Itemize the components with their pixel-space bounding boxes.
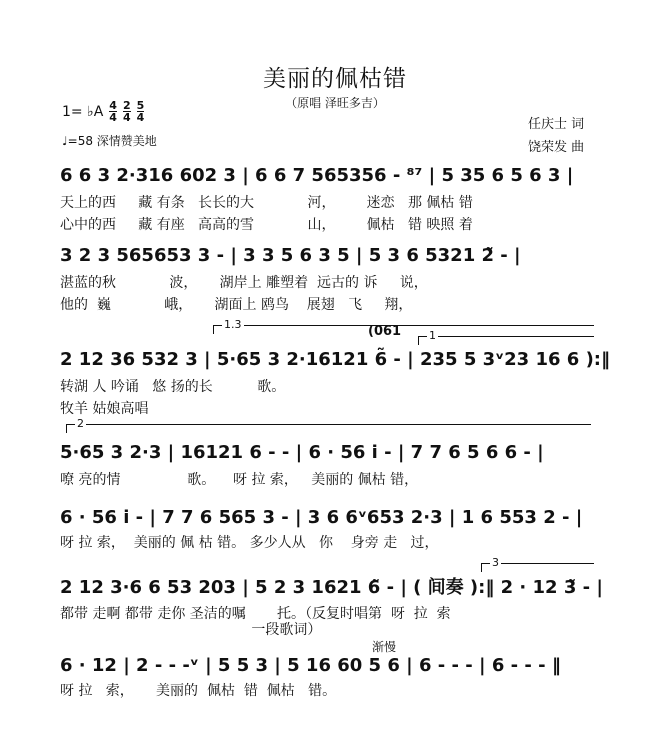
notation-line: 6 · 56 i - | 7 7 6 565 3 - | 3 6 6ᵛ653 2·3 | 1 6 553 2 - | bbox=[60, 507, 583, 528]
time-signature-2: $\frac{2}{4}$ bbox=[122, 99, 131, 124]
lyric-verse-1: 呀 拉 索， 美丽的 佩 枯 错。 多少人从 你 身旁 走 过， bbox=[60, 535, 439, 551]
notation-line: 2 12 3·6 6 53 203 | 5 2 3 1621 6̃ - | ( 间奏 ):‖ 2 · 12 3̃ - | bbox=[60, 577, 603, 598]
time-signature-3: $\frac{5}{4}$ bbox=[136, 99, 145, 124]
notation-line: 6 6 3 2·316 602 3 | 6 6 7 565356 - ⁸⁷ | 5 35 6 5 6 3 | bbox=[60, 165, 574, 186]
lyric-repeat-note: 一段歌词） bbox=[60, 622, 322, 638]
volta-bracket-1: 1 bbox=[418, 336, 594, 345]
volta-bracket-1-3: 1.3 bbox=[213, 325, 594, 334]
lyric-verse-1: 呀 拉 索， 美丽的 佩枯 错 佩枯 错。 bbox=[60, 683, 337, 699]
composer: 饶荣发 曲 bbox=[528, 140, 585, 155]
lyric-verse-1: 湛蓝的秋 波， 湖岸上 雕塑着 远古的 诉 说， bbox=[60, 275, 428, 291]
lyric-verse-1: 嘹 亮的情 歌。 呀 拉 索， 美丽的 佩枯 错， bbox=[60, 472, 419, 488]
notation-line: 6 · 12 | 2 - - -ᵛ | 5 5 3 | 5 16 60 5 6 | 6 - - - | 6 - - - ‖ bbox=[60, 655, 561, 676]
original-singer: （原唱 泽旺多吉） bbox=[285, 96, 385, 110]
tempo-marking: ♩=58 深情赞美地 bbox=[62, 134, 157, 148]
lyric-verse-2: 心中的西 藏 有座 高高的雪 山， 佩枯 错 映照 着 bbox=[60, 217, 473, 233]
song-title: 美丽的佩枯错 bbox=[263, 66, 407, 92]
time-signature-1: $\frac{4}{4}$ bbox=[109, 99, 117, 124]
lyric-verse-2: 他的 巍 峨， 湖面上 鸥鸟 展翅 飞 翔， bbox=[60, 297, 413, 313]
key-signature bbox=[62, 100, 144, 123]
lyric-verse-1: 都带 走啊 都带 走你 圣洁的嘱 托。（反复时唱第 呀 拉 索 bbox=[60, 606, 451, 622]
volta-bracket-2: 2 bbox=[66, 424, 591, 433]
notation-line: 5·65 3 2·3 | 16121 6 - - | 6 · 56 i - | 7 7 6 5 6 6 - | bbox=[60, 442, 544, 463]
interlude-paren-notes: (061 bbox=[368, 324, 402, 339]
lyric-verse-1: 天上的西 藏 有条 长长的大 河， 迷恋 那 佩枯 错 bbox=[60, 195, 473, 211]
notation-line: 3 2 3 565653 3 - | 3 3 5 6 3 5 | 5 3 6 5321 2̃ - | bbox=[60, 245, 521, 266]
tempo-change-marking: 渐慢 bbox=[372, 640, 397, 654]
notation-line: 2 12 36 532 3 | 5·65 3 2·16121 6̃ - | 235 5 3ᵛ23 16 6 ):‖ bbox=[60, 349, 611, 370]
lyricist: 任庆士 词 bbox=[528, 117, 585, 132]
volta-bracket-3: 3 bbox=[481, 563, 594, 572]
key-label: 1= ♭A bbox=[62, 103, 104, 120]
lyric-verse-1: 转湖 人 吟诵 悠 扬的长 歌。 bbox=[60, 379, 286, 395]
lyric-verse-2: 牧羊 姑娘高唱 bbox=[60, 401, 149, 417]
